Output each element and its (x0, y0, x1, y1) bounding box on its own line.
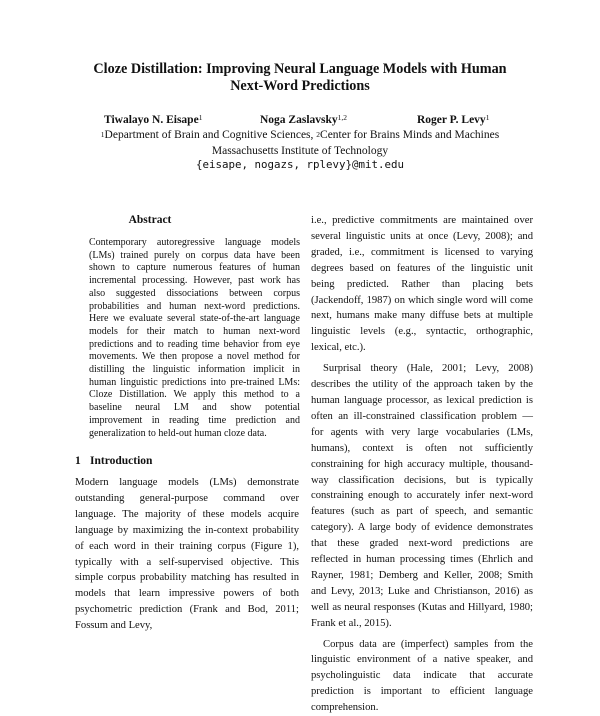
introduction-paragraph: Modern language models (LMs) demonstrate outstanding general-purpose command over language. The majority of these models acquire language by maximizing the in-context probability of each word in their training corpus (Figure 1), typically with a self-supervised objective. This simple corpus probability matching has resulted in models that learn impressive powers of both psychometric prediction (Frank and Bod, 2011; Fossum and Levy, (75, 477, 299, 632)
section-title: Introduction (90, 455, 153, 467)
author-1: Tiwalayo N. Eisape$^1$ (104, 113, 203, 126)
author-3: Roger P. Levy$^1$ (417, 113, 490, 126)
title-line-1: Cloze Distillation: Improving Neural Language Models with Human (93, 61, 507, 77)
affiliation-departments: $^1$Department of Brain and Cognitive Sciences, $^2$Center for Brains Minds and Machines (100, 129, 500, 141)
abstract-text: Contemporary autoregressive language models (LMs) trained purely on corpus data have been shown to capture numerous features of human incremental processing. However, past work has also suggested dissociations between corpus probabilities and human next-word predictions. Here we evaluate several state-of-the-art language models for their match to human next-word predictions and to reading time behavior from eye movements. We then propose a novel method for distilling the linguistic information implicit in human linguistic predictions into pre-trained LMs: Cloze Distillation. We apply this method to a baseline neural LM and show potential improvement in reading time prediction and generalization to held-out human cloze data. (89, 237, 300, 439)
paragraph-corpus-data: Corpus data are (imperfect) samples from the linguistic environment of a native speaker, and psycholinguistic data indicate that accurate prediction is important to efficient language comprehension. (311, 638, 533, 714)
abstract-heading: Abstract (128, 214, 172, 226)
author-emails: {eisape, nogazs, rplevy}@mit.edu (195, 158, 404, 171)
affiliations (0, 128, 600, 159)
affiliation-institution: Massachusetts Institute of Technology (211, 144, 389, 157)
author-2: Noga Zaslavsky$^{1,2}$ (260, 113, 348, 126)
section-number: 1 (75, 455, 81, 467)
paragraph-surprisal-theory: Surprisal theory (Hale, 2001; Levy, 2008) describes the utility of the approach taken by the human language processor, as lexical prediction is often an ill-constrained classification problem — for agents with very large vocabularies (LMs, humans), context is often not sufficiently constraining for high accuracy multiple, thousand-way classification decisions, but is typically constraining enough to accurately infer next-word features (such as part of speech, and semantic category). A large body of evidence demonstrates that these graded next-word predictions are reflected in human processing times (Ehrlich and Rayner, 1981; Demberg and Keller, 2008; Smith and Levy, 2013; Luke and Christianson, 2016) as well as neural responses (Kutas and Hillyard, 1980; Frank et al., 2015). (311, 363, 533, 629)
section-heading-introduction (75, 455, 152, 467)
paragraph-continued: i.e., predictive commitments are maintained over several linguistic units at once (Levy, 2008); and graded, i.e., commitment is licensed to varying degrees based on features of the linguistic unit being predicted. Rather than placing bets (Jackendoff, 1987) on which single word will come next, humans make many diffuse bets at multiple linguistic levels (e.g., syntactic, orthographic, lexical, etc.). (311, 215, 533, 354)
title-line-2: Next-Word Predictions (230, 78, 370, 94)
right-column (311, 213, 533, 716)
paper-title (0, 61, 600, 95)
